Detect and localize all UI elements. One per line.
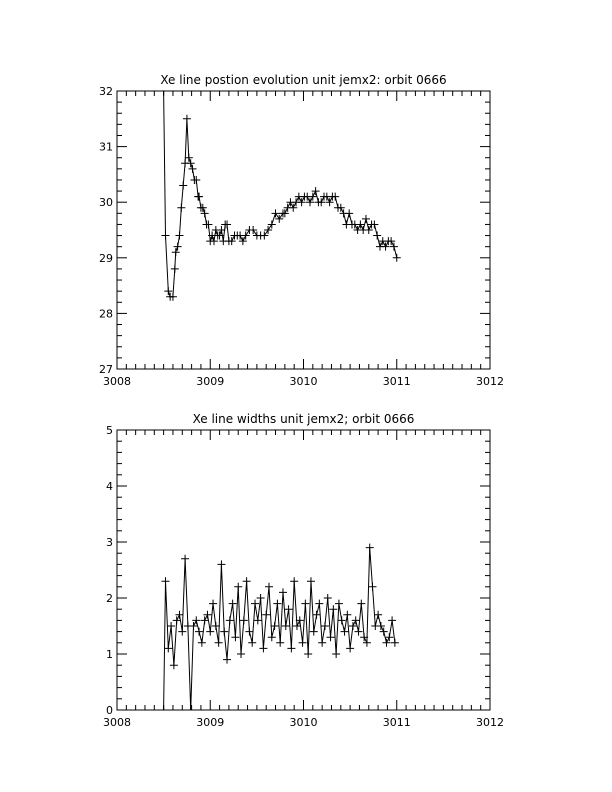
x-tick-label: 3010: [289, 375, 318, 388]
data-point: [206, 628, 214, 636]
data-point: [260, 232, 268, 240]
chart-panel-2: [103, 412, 504, 729]
data-point: [268, 220, 276, 228]
data-point: [179, 182, 187, 190]
x-tick-label: 3012: [476, 716, 504, 729]
y-tick-label: 3: [106, 536, 113, 549]
data-point: [254, 616, 262, 624]
data-point: [161, 232, 169, 240]
y-tick-label: 2: [106, 592, 113, 605]
series-1: [160, 87, 401, 301]
data-point: [209, 600, 217, 608]
data-point: [373, 232, 381, 240]
data-point: [172, 248, 180, 256]
series-line: [164, 548, 395, 710]
data-point: [174, 243, 182, 251]
data-point: [338, 616, 346, 624]
data-point: [341, 628, 349, 636]
data-point: [226, 616, 234, 624]
data-point: [307, 577, 315, 585]
y-tick-label: 5: [106, 424, 113, 437]
x-tick-label: 3009: [196, 375, 225, 388]
data-point: [220, 628, 228, 636]
data-point: [329, 605, 337, 613]
data-point: [275, 215, 283, 223]
data-point: [187, 159, 195, 167]
data-point: [276, 639, 284, 647]
data-point: [189, 165, 197, 173]
data-point: [175, 232, 183, 240]
data-point: [273, 600, 281, 608]
data-point: [223, 220, 231, 228]
chart-title: Xe line widths unit jemx2; orbit 0666: [192, 412, 415, 426]
data-point: [177, 204, 185, 212]
y-tick-label: 31: [99, 140, 113, 154]
data-point: [327, 633, 335, 641]
data-point: [388, 616, 396, 624]
data-point: [164, 644, 172, 652]
y-tick-label: 28: [99, 307, 113, 321]
data-point: [259, 644, 267, 652]
y-tick-label: 0: [106, 704, 113, 717]
y-tick-label: 4: [106, 480, 113, 493]
data-point: [355, 628, 363, 636]
chart-panel-1: [99, 73, 504, 388]
data-point: [304, 650, 312, 658]
data-point: [171, 265, 179, 273]
x-tick-label: 3009: [196, 716, 225, 729]
data-point: [257, 594, 265, 602]
data-point: [181, 555, 189, 563]
data-point: [170, 661, 178, 669]
data-point: [245, 628, 253, 636]
data-point: [217, 560, 225, 568]
data-point: [178, 628, 186, 636]
data-point: [299, 639, 307, 647]
data-point: [343, 611, 351, 619]
data-point: [265, 583, 273, 591]
plot-frame: [117, 91, 490, 369]
data-point: [264, 226, 272, 234]
y-tick-label: 32: [99, 85, 113, 98]
data-point: [310, 628, 318, 636]
data-point: [362, 215, 370, 223]
x-tick-label: 3011: [382, 375, 411, 388]
data-point: [315, 600, 323, 608]
data-point: [313, 611, 321, 619]
data-point: [324, 594, 332, 602]
chart-title: Xe line postion evolution unit jemx2: orbit 0666: [160, 73, 447, 87]
data-point: [332, 650, 340, 658]
data-point: [161, 577, 169, 585]
data-point: [290, 577, 298, 585]
y-tick-label: 29: [99, 251, 113, 265]
series-1: [160, 544, 399, 714]
data-point: [391, 639, 399, 647]
data-point: [167, 622, 175, 630]
data-point: [234, 583, 242, 591]
data-point: [301, 600, 309, 608]
data-point: [393, 254, 401, 262]
x-tick-label: 3008: [103, 375, 131, 388]
data-point: [287, 644, 295, 652]
data-point: [195, 628, 203, 636]
data-point: [248, 639, 256, 647]
data-point: [374, 611, 382, 619]
y-tick-label: 1: [106, 648, 113, 661]
plot-frame: [117, 430, 490, 710]
data-point: [279, 588, 287, 596]
data-point: [195, 193, 203, 201]
data-point: [357, 600, 365, 608]
data-point: [231, 633, 239, 641]
data-point: [237, 650, 245, 658]
data-point: [183, 115, 191, 123]
data-point: [268, 633, 276, 641]
data-point: [243, 577, 251, 585]
x-tick-label: 3008: [103, 716, 131, 729]
data-point: [346, 644, 354, 652]
data-point: [215, 639, 223, 647]
data-point: [345, 209, 353, 217]
data-point: [201, 209, 209, 217]
data-point: [187, 706, 195, 714]
y-tick-label: 30: [99, 196, 113, 210]
data-point: [160, 706, 168, 714]
data-point: [229, 600, 237, 608]
data-point: [160, 87, 168, 95]
data-point: [185, 154, 193, 162]
data-point: [251, 600, 259, 608]
data-point: [282, 622, 290, 630]
data-point: [369, 583, 377, 591]
y-tick-label: 27: [99, 363, 113, 376]
data-point: [262, 611, 270, 619]
x-tick-label: 3011: [382, 716, 411, 729]
x-tick-label: 3010: [289, 716, 318, 729]
data-point: [285, 605, 293, 613]
data-point: [366, 544, 374, 552]
data-point: [223, 656, 231, 664]
data-point: [321, 622, 329, 630]
data-point: [240, 616, 248, 624]
data-point: [272, 209, 280, 217]
data-point: [335, 600, 343, 608]
x-tick-label: 3012: [476, 375, 504, 388]
data-point: [318, 639, 326, 647]
data-point: [198, 639, 206, 647]
data-point: [249, 226, 257, 234]
data-point: [164, 287, 172, 295]
